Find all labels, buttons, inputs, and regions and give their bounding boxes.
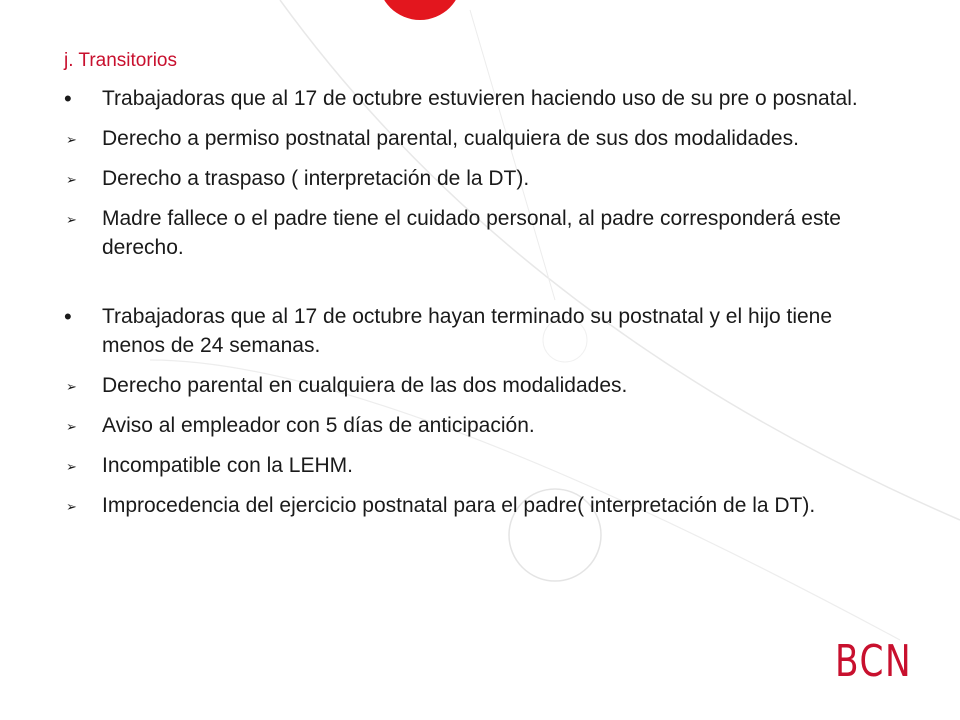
arrow-subitem xyxy=(64,371,884,400)
red-circle xyxy=(378,0,462,20)
arrow-bullet-icon: ➢ xyxy=(66,459,77,474)
item-text: Trabajadoras que al 17 de octubre estuvieren haciendo uso de su pre o posnatal. xyxy=(102,87,858,110)
slide-content xyxy=(64,84,884,531)
item-text: Improcedencia del ejercicio postnatal para el padre( interpretación de la DT). xyxy=(102,494,816,517)
arrow-bullet-icon: ➢ xyxy=(66,499,77,514)
spacer xyxy=(64,273,884,302)
item-text: Derecho parental en cualquiera de las dos modalidades. xyxy=(102,374,628,397)
item-text: Madre fallece o el padre tiene el cuidado personal, al padre corresponderá este derecho. xyxy=(102,207,841,259)
arrow-subitem xyxy=(64,491,884,520)
item-text: Derecho a traspaso ( interpretación de la DT). xyxy=(102,167,530,190)
item-text: Trabajadoras que al 17 de octubre hayan terminado su postnatal y el hijo tiene menos de 24 semanas. xyxy=(102,305,833,357)
bullet-item xyxy=(64,302,884,360)
arrow-bullet-icon: ➢ xyxy=(66,379,77,394)
item-text: Aviso al empleador con 5 días de anticipación. xyxy=(102,414,535,437)
item-text: Derecho a permiso postnatal parental, cualquiera de sus dos modalidades. xyxy=(102,127,799,150)
arrow-bullet-icon: ➢ xyxy=(66,172,77,187)
arrow-bullet-icon: ➢ xyxy=(66,212,77,227)
arrow-subitem xyxy=(64,164,884,193)
bcn-logo: BCN xyxy=(835,636,913,687)
arrow-bullet-icon: ➢ xyxy=(66,419,77,434)
slide-title: j. Transitorios xyxy=(64,50,177,71)
bullet-icon: • xyxy=(64,304,72,329)
item-text: Incompatible con la LEHM. xyxy=(102,454,353,477)
bullet-icon: • xyxy=(64,86,72,111)
bullet-item xyxy=(64,84,884,113)
arrow-subitem xyxy=(64,451,884,480)
arrow-subitem xyxy=(64,124,884,153)
arrow-bullet-icon: ➢ xyxy=(66,132,77,147)
arrow-subitem xyxy=(64,411,884,440)
arrow-subitem xyxy=(64,204,884,262)
